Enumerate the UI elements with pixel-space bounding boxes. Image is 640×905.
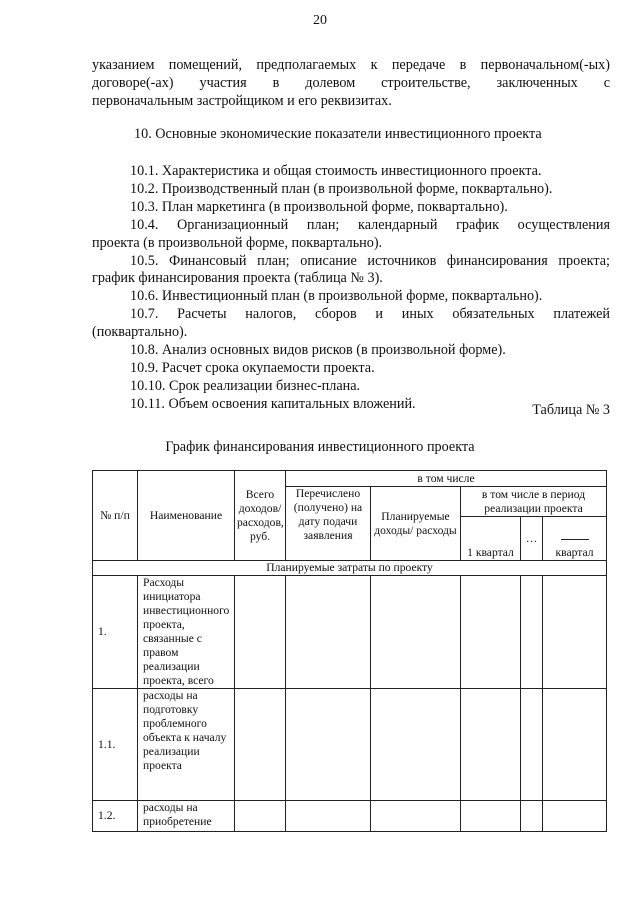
header-period: в том числе в период реализации проекта (461, 487, 607, 517)
cell-empty (371, 689, 461, 801)
item-line: 10.9. Расчет срока окупаемости проекта. (130, 359, 375, 376)
cell-empty (235, 801, 286, 832)
cell-empty (521, 801, 543, 832)
intro-line: договоре(-ах) участия в долевом строительстве, заключенных с (92, 75, 610, 91)
section-items (92, 163, 610, 414)
table-row (93, 801, 607, 832)
table-title: График финансирования инвестиционного проекта (165, 439, 475, 455)
cell-empty (521, 576, 543, 689)
section-title: 10. Основные экономические показатели инвестиционного проекта (134, 126, 542, 142)
item-line: 10.10. Срок реализации бизнес-плана. (130, 377, 361, 394)
header-transferred: Перечислено (получено) на дату подачи заявления (286, 487, 371, 561)
cell-empty (461, 576, 521, 689)
row-num: 1.1. (93, 689, 138, 801)
header-quarter-last-label: квартал (555, 546, 594, 559)
item-line: проекта (в произвольной форме, поквартально). (92, 234, 383, 251)
item-line: 10.1. Характеристика и общая стоимость инвестиционного проекта. (130, 163, 542, 179)
table-row (93, 689, 607, 801)
cell-empty (461, 689, 521, 801)
cell-empty (286, 689, 371, 801)
cell-empty (235, 576, 286, 689)
intro-line: первоначальным застройщиком и его реквизитах. (92, 93, 392, 109)
cell-empty (286, 801, 371, 832)
item-line: 10.5. Финансовый план; описание источников финансирования проекта; (130, 252, 610, 269)
section-row: Планируемые затраты по проекту (93, 561, 607, 576)
header-ellipsis: … (521, 517, 543, 561)
item-line: 10.6. Инвестиционный план (в произвольной форме, поквартально). (130, 288, 543, 305)
item-line: 10.2. Производственный план (в произвольной форме, поквартально). (130, 180, 553, 197)
cell-empty (286, 576, 371, 689)
cell-empty (521, 689, 543, 801)
row-name: расходы на подготовку проблемного объекта к началу реализации проекта (138, 689, 235, 801)
blank-quarter-line (561, 539, 589, 540)
cell-empty (461, 801, 521, 832)
intro-line: указанием помещений, предполагаемых к передаче в первоначальном(-ых) (92, 57, 610, 73)
row-name: расходы на приобретение (138, 801, 235, 832)
item-line: (поквартально). (92, 324, 188, 341)
table-row (93, 576, 607, 689)
item-line: 10.8. Анализ основных видов рисков (в произвольной форме). (130, 342, 506, 359)
table-label: Таблица № 3 (532, 402, 610, 418)
item-line: график финансирования проекта (таблица № 3). (92, 270, 383, 287)
financing-table (92, 470, 607, 832)
item-line: 10.4. Организационный план; календарный график осуществления (130, 216, 610, 233)
intro-paragraph (92, 56, 610, 110)
row-num: 1.2. (93, 801, 138, 832)
item-line: 10.11. Объем освоения капитальных вложений. (130, 395, 416, 412)
header-planned: Планируемые доходы/ расходы (371, 487, 461, 561)
row-name: Расходы инициатора инвестиционного проекта, связанные с правом реализации проекта, всего (138, 576, 235, 689)
cell-empty (543, 801, 607, 832)
header-num: № п/п (93, 471, 138, 561)
item-line: 10.3. План маркетинга (в произвольной форме, поквартально). (130, 198, 508, 215)
cell-empty (371, 576, 461, 689)
header-quarter-last (543, 517, 607, 561)
cell-empty (543, 689, 607, 801)
cell-empty (235, 689, 286, 801)
row-num: 1. (93, 576, 138, 689)
header-name: Наименование (138, 471, 235, 561)
header-total: Всего доходов/ расходов, руб. (235, 471, 286, 561)
cell-empty (371, 801, 461, 832)
header-quarter-1: 1 квартал (461, 517, 521, 561)
cell-empty (543, 576, 607, 689)
item-line: 10.7. Расчеты налогов, сборов и иных обязательных платежей (130, 306, 610, 323)
header-including: в том числе (286, 471, 607, 487)
page-number: 20 (313, 13, 327, 28)
